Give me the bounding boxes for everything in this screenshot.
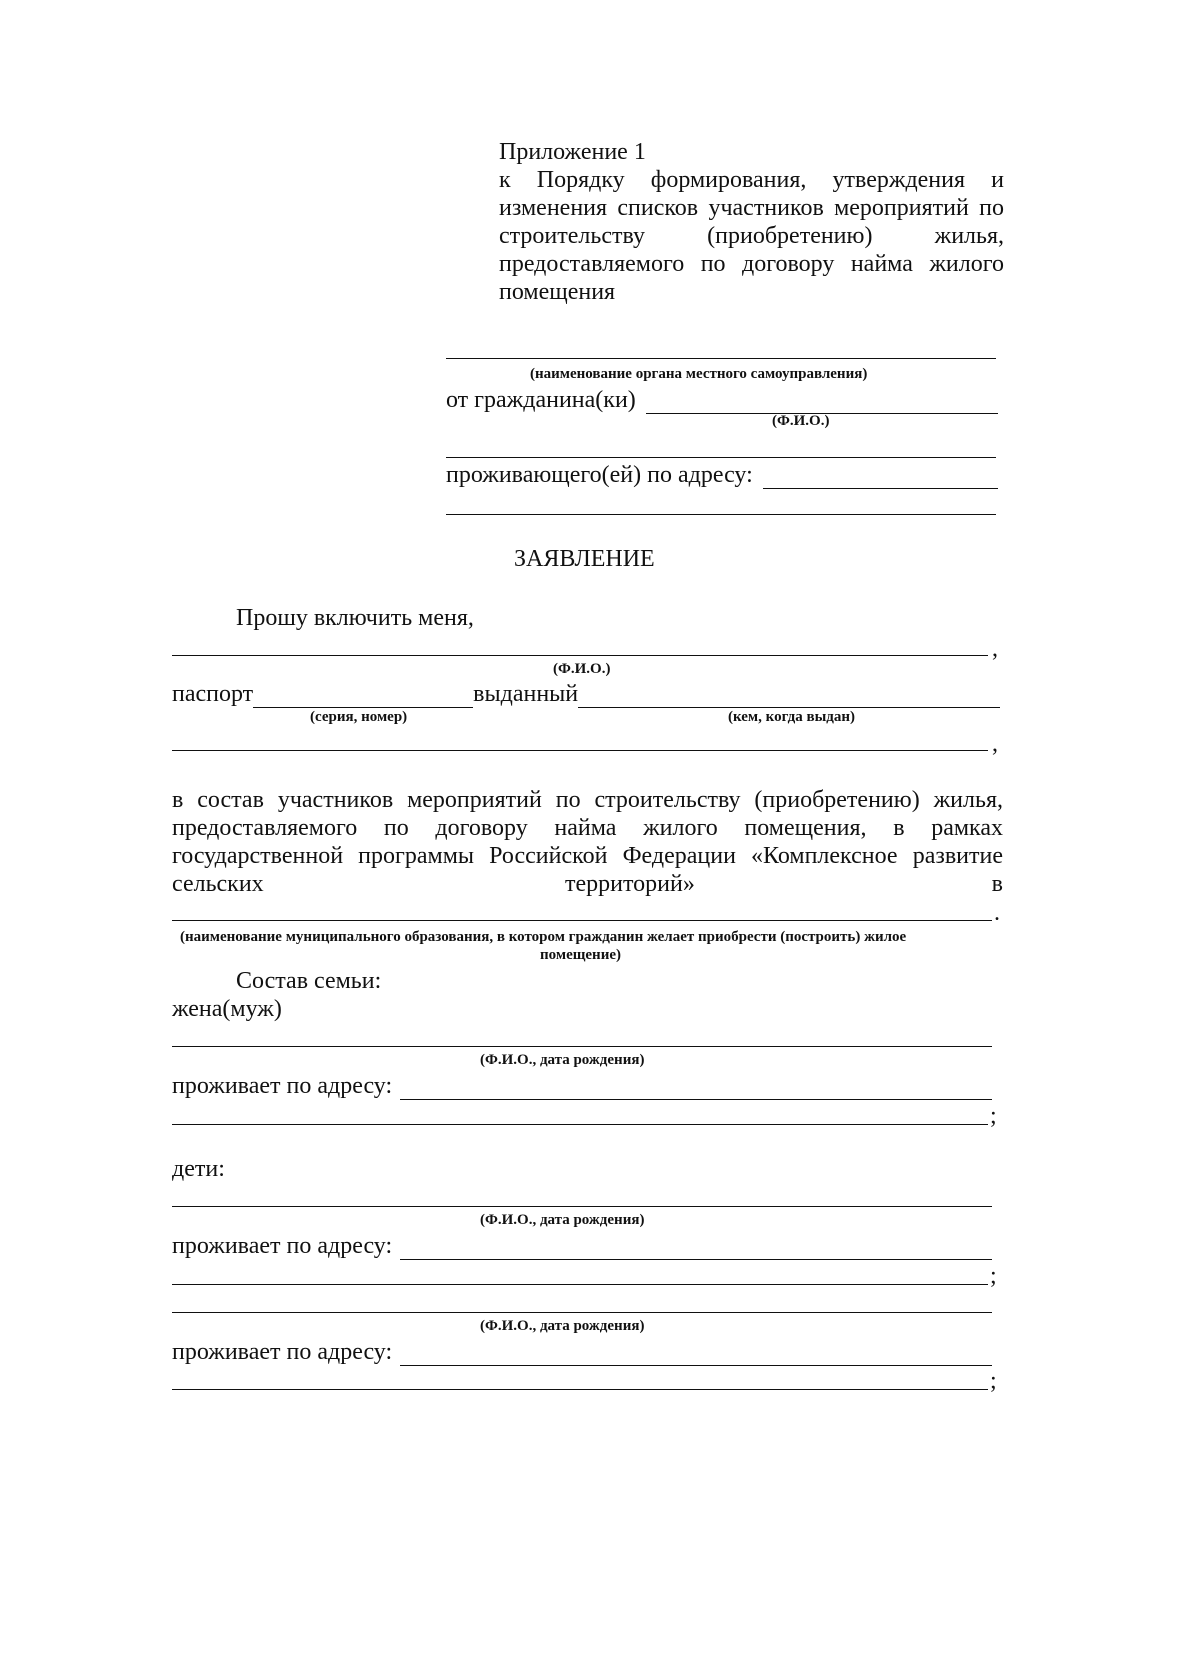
paragraph-word-in: в — [991, 871, 1003, 897]
paragraph-word-rural: сельских — [172, 871, 264, 897]
child1-fio-line[interactable] — [172, 1206, 992, 1207]
address-label: проживающего(ей) по адресу: — [446, 462, 753, 488]
applicant-fio-line[interactable] — [172, 655, 988, 656]
passport-series-field[interactable] — [253, 687, 473, 708]
spouse-address-field[interactable] — [400, 1079, 992, 1100]
child1-address-semicolon: ; — [990, 1263, 997, 1289]
passport-issued-label: выданный — [473, 681, 579, 707]
appendix-block — [499, 138, 1004, 306]
child1-fio-caption: (Ф.И.О., дата рождения) — [480, 1212, 645, 1228]
appendix-ref-line-5: помещения — [499, 279, 616, 305]
address-field[interactable] — [763, 468, 998, 489]
spouse-address-semicolon: ; — [990, 1103, 997, 1129]
from-citizen-fio-caption: (Ф.И.О.) — [772, 413, 830, 429]
passport-row — [172, 680, 1000, 708]
spouse-label: жена(муж) — [172, 996, 282, 1022]
appendix-ref-line-2: изменения списков участников мероприятий по — [499, 195, 1004, 221]
from-citizen-label: от гражданина(ки) — [446, 387, 636, 413]
municipality-caption-1: (наименование муниципального образования, в котором гражданин желает приобрести (построить) жилое — [180, 929, 907, 945]
child1-address-field[interactable] — [400, 1239, 992, 1260]
request-text: Прошу включить меня, — [236, 605, 474, 631]
municipality-period: . — [994, 900, 1000, 926]
paragraph-word-territories: территорий» — [565, 871, 695, 897]
org-name-line[interactable] — [446, 358, 996, 359]
applicant-fio-caption: (Ф.И.О.) — [553, 661, 611, 677]
child2-address-row — [172, 1338, 992, 1366]
appendix-ref-line-3: строительству (приобретению) жилья, — [499, 223, 1004, 249]
spouse-address-extra-line[interactable] — [172, 1124, 988, 1125]
passport-extra-line[interactable] — [172, 750, 988, 751]
from-citizen-row — [446, 386, 998, 414]
appendix-ref-line-1: к Порядку формирования, утверждения и — [499, 167, 1004, 193]
child1-address-extra-line[interactable] — [172, 1284, 988, 1285]
request-paragraph — [172, 786, 1003, 898]
family-heading: Состав семьи: — [236, 968, 382, 994]
address-row — [446, 461, 998, 489]
appendix-ref-line-4: предоставляемого по договору найма жилого — [499, 251, 1004, 277]
child1-address-row — [172, 1232, 992, 1260]
appendix-title: Приложение 1 — [499, 139, 646, 165]
from-citizen-field[interactable] — [646, 393, 998, 414]
passport-label: паспорт — [172, 681, 254, 707]
address-extra-line[interactable] — [446, 514, 996, 515]
spouse-fio-caption: (Ф.И.О., дата рождения) — [480, 1052, 645, 1068]
applicant-fio-comma: , — [992, 636, 998, 662]
passport-extra-comma: , — [992, 731, 998, 757]
municipality-caption-2: помещение) — [540, 947, 621, 963]
spouse-fio-line[interactable] — [172, 1046, 992, 1047]
child2-address-semicolon: ; — [990, 1368, 997, 1394]
org-name-caption: (наименование органа местного самоуправления) — [530, 366, 868, 382]
child2-address-field[interactable] — [400, 1345, 992, 1366]
spouse-address-row — [172, 1072, 992, 1100]
passport-issued-caption: (кем, когда выдан) — [728, 709, 856, 725]
spouse-address-label: проживает по адресу: — [172, 1073, 393, 1099]
paragraph-line-1: в состав участников мероприятий по строительству (приобретению) жилья, — [172, 787, 1003, 813]
document-title: ЗАЯВЛЕНИЕ — [514, 546, 655, 572]
paragraph-line-3: государственной программы Российской Федерации «Комплексное развитие — [172, 843, 1003, 869]
child2-address-label: проживает по адресу: — [172, 1339, 393, 1365]
citizen-extra-line[interactable] — [446, 457, 996, 458]
children-label: дети: — [172, 1156, 225, 1182]
paragraph-line-4 — [172, 870, 1003, 898]
child2-fio-line[interactable] — [172, 1312, 992, 1313]
paragraph-line-2: предоставляемого по договору найма жилого помещения, в рамках — [172, 815, 1003, 841]
child2-address-extra-line[interactable] — [172, 1389, 988, 1390]
child2-fio-caption: (Ф.И.О., дата рождения) — [480, 1318, 645, 1334]
municipality-line[interactable] — [172, 920, 992, 921]
child1-address-label: проживает по адресу: — [172, 1233, 393, 1259]
passport-issued-field[interactable] — [578, 687, 1000, 708]
passport-series-caption: (серия, номер) — [310, 709, 408, 725]
